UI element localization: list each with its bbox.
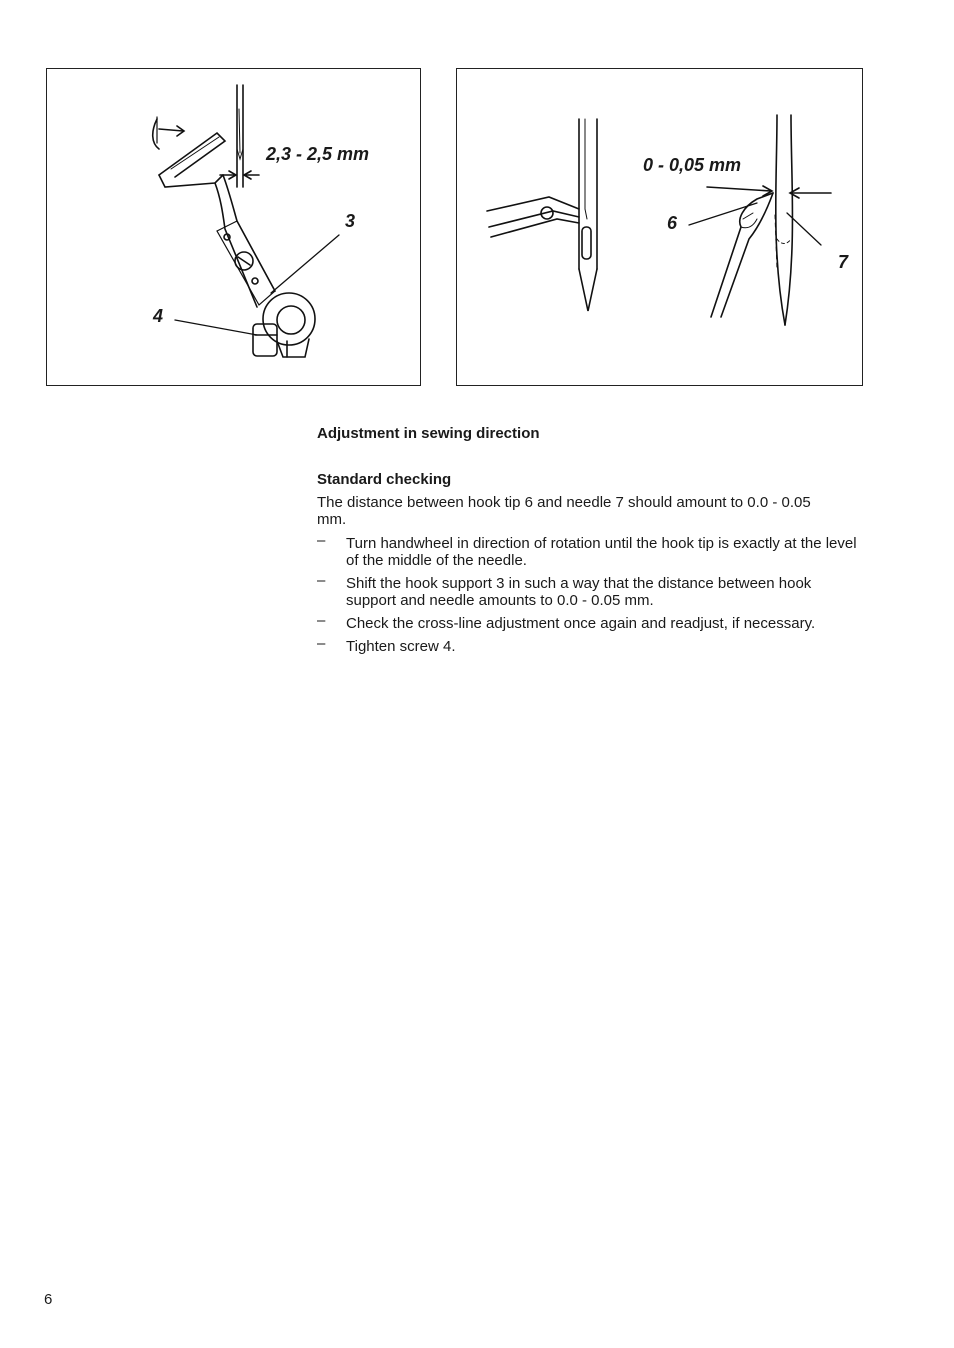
hook-support-drawing [47,69,422,387]
callout-3: 3 [345,211,356,231]
dimension-label-right: 0 - 0,05 mm [643,155,742,175]
needle-drawing [237,85,243,187]
hook-needle-drawing [457,69,864,387]
step-text: Shift the hook support 3 in such a way that the distance between hook support and needle amounts to 0.0 - 0.05 mm. [346,575,812,609]
section-title: Adjustment in sewing direction [317,425,540,442]
bullet-dash: – [317,612,326,629]
step-text: Turn handwheel in direction of rotation until the hook tip is exactly at the level of the middle of the needle. [346,535,857,569]
section-subtitle: Standard checking [317,471,452,488]
needle-left-drawing [579,119,597,311]
callout-4: 4 [153,306,164,326]
figure-hook-needle-distance [456,68,863,386]
needle-right-drawing [775,115,793,325]
instructions [317,425,857,661]
dimension-label-left: 2,3 - 2,5 mm [266,144,370,164]
list-item [317,572,857,609]
page-number: 6 [44,1291,53,1308]
bullet-dash: – [317,635,326,652]
intro-paragraph: The distance between hook tip 6 and needle 7 should amount to 0.0 - 0.05 mm. [317,494,811,528]
bullet-dash: – [317,572,326,589]
callout-6: 6 [667,213,678,233]
figure-hook-support [46,68,421,386]
hook-blade-left-drawing [487,197,579,237]
callout-7: 7 [838,252,849,272]
bullet-dash: – [317,532,326,549]
list-item [317,635,857,655]
steps-list [317,532,857,655]
list-item [317,612,857,632]
hook-tip-drawing [711,193,773,317]
rotation-arrow-icon [153,119,159,149]
step-text: Tighten screw 4. [346,638,456,655]
step-text: Check the cross-line adjustment once again and readjust, if necessary. [346,615,816,632]
list-item [317,532,857,569]
